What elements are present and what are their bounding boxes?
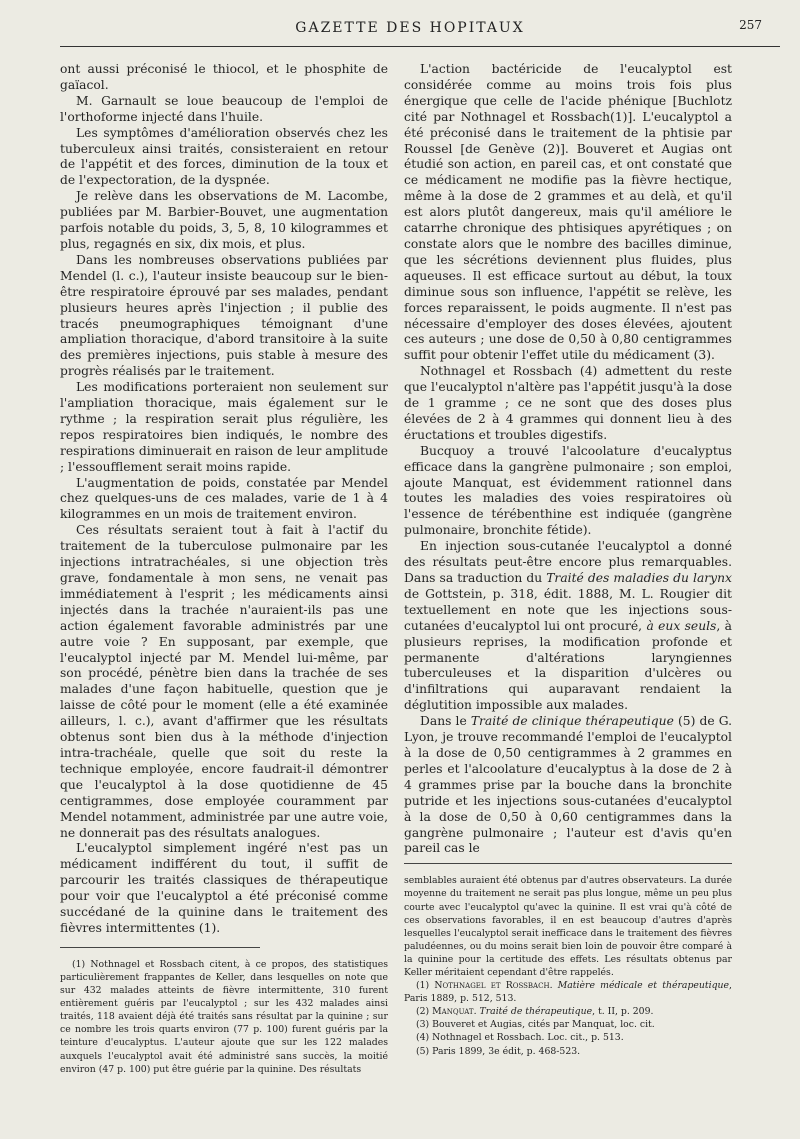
footnote-rule bbox=[404, 863, 732, 864]
footnotes bbox=[404, 874, 732, 1057]
paragraph: Nothnagel et Rossbach (4) admettent du reste que l'eucalyptol n'altère pas l'appétit jusqu'à la dose de 1 gramme ; ce ne sont que des doses plus élevées de 2 à 4 grammes qui donnent lieu à des éructations et troubles digestifs. bbox=[404, 364, 732, 442]
paragraph: Bucquoy a trouvé l'alcoolature d'eucalyptus efficace dans la gangrène pulmonaire ; son emploi, ajoute Manquat, est évidemment rationnel dans toutes les maladies des voies respiratoires où l'essence de térébenthine est indiquée (gangrène pulmonaire, bronchite fétide). bbox=[404, 443, 732, 538]
text-run: (5) de G. Lyon, je trouve recommandé l'emploi de l'eucalyptol à la dose de 0,50 centigrammes à 2 grammes en perles et l'alcoolature d'eucalyptus à la dose de 2 à 4 grammes prise par la bouche dans la bronchite putride et les injections sous-cutanées d'eucalyptol à la dose de 0,50 à 0,60 centigrammes dans la gangrène pulmonaire ; l'auteur est d'avis qu'en pareil cas le bbox=[404, 714, 732, 856]
paragraph: ont aussi préconisé le thiocol, et le phosphite de gaïacol. bbox=[60, 62, 388, 92]
paragraph: Les symptômes d'amélioration observés chez les tuberculeux ainsi traités, consisteraient en retour de l'appétit et des forces, diminution de la toux et de l'expectoration, de la dyspnée. bbox=[60, 125, 388, 188]
paragraph: L'eucalyptol simplement ingéré n'est pas un médicament indifférent du tout, il suffit de parcourir les traités classiques de thérapeutique pour voir que l'eucalyptol a été préconisé comme succédané de la quinine dans le traitement des fièvres intermittentes (1). bbox=[60, 841, 388, 935]
footnotes bbox=[60, 958, 388, 1076]
left-column bbox=[60, 62, 388, 1076]
right-column bbox=[404, 62, 732, 1058]
header-rule bbox=[60, 46, 780, 47]
paragraph: Je relève dans les observations de M. Lacombe, publiées par M. Barbier-Bouvet, une augmentation parfois notable du poids, 3, 5, 8, 10 kilogrammes et plus, regagnés en six, dix mois, et plus. bbox=[60, 189, 388, 251]
book-title: Traité de clinique thérapeutique bbox=[470, 714, 674, 729]
footnote-ref bbox=[404, 1005, 732, 1018]
footnote-ref: (5) Paris 1899, 3e édit, p. 468-523. bbox=[416, 1045, 581, 1057]
paragraph bbox=[404, 714, 732, 857]
ref-title: Matière médicale et thérapeutique bbox=[557, 980, 730, 992]
text-run: de Gottstein, p. 318, édit. 1888, M. L. Rougier dit textuellement en note que les injections sous-cutanées d'eucalyptol lui ont procuré, bbox=[404, 586, 732, 633]
footnote-ref: (3) Bouveret et Augias, cités par Manquat, loc. cit. bbox=[416, 1019, 655, 1031]
ref-detail: , t. II, p. 209. bbox=[592, 1006, 654, 1018]
paragraph: Ces résultats seraient tout à fait à l'actif du traitement de la tuberculose pulmonaire par les injections intratrachéales, si une objection très grave, fondamentale à mon sens, ne venait pas immédiatement à l'esprit ; les médicaments ainsi injectés dans la trachée n'auraient-ils pas une action également favorable administrés par une autre voie ? En supposant, par exemple, que l'eucalyptol injecté par M. Mendel lui-même, par son procédé, pénètre bien dans la trachée de ses malades d'une façon habituelle, question que je laisse de côté pour le moment (elle a été examinée ailleurs, l. c.), avant d'affirmer que les résultats obtenus sont bien dus à la méthode d'injection intra-trachéale, quelle que soit du reste la technique employée, encore faudrait-il démontrer que l'eucalyptol à la dose quotidienne de 45 centigrammes, dose employée couramment par Mendel notamment, administrée par une autre voie, ne donnerait pas des résultats analogues. bbox=[60, 523, 388, 840]
footnote-continuation: semblables auraient été obtenus par d'autres observateurs. La durée moyenne du traitement ne serait pas plus longue, même un peu plus courte avec l'eucalyptol qu'avec la quinine. Il est vrai qu'à côté de ces observations favorables, il en est beaucoup d'autres d'après lesquelles l'eucalyptol serait inefficace dans le traitement des fièvres paludéennes, ou du moins serait bien loin de pouvoir être comparé à la quinine pour la certitude des effets. Les résultats obtenus par Keller méritaient cependant d'être rappelés. bbox=[404, 875, 732, 978]
text-run: En injection sous-cutanée l'eucalyptol a donné des résultats peut-être encore plus remarquables. Dans sa traduction du bbox=[404, 539, 732, 585]
footnote: (1) Nothnagel et Rossbach citent, à ce propos, des statistiques particulièrement frappantes de Keller, dans lesquelles on note que sur 432 malades atteints de fièvre intermittente, 310 furent entièrement guéris par l'eucalyptol ; sur les 432 malades ainsi traités, 118 avaient déjà été traités sans résultat par la quinine ; sur ce nombre les trois quarts environ (77 p. 100) furent guéris par la teinture d'eucalyptus. L'auteur ajoute que sur les 122 malades auxquels l'eucalyptol avait été administré sans succès, la moitié environ (47 p. 100) put être guérie par la quinine. Des résultats bbox=[60, 958, 388, 1075]
paragraph: Les modifications porteraient non seulement sur l'ampliation thoracique, mais également sur le rythme ; la respiration serait plus régulière, les repos respiratoires bien indiqués, le nombre des respirations diminuerait en raison de leur amplitude ; l'essoufflement serait moins rapide. bbox=[60, 380, 388, 474]
ref-title: Traité de thérapeutique bbox=[479, 1006, 593, 1018]
text-run: , à plusieurs reprises, la modification profonde et permanente d'altérations laryngiennes tuberculeuses et la disparition d'ulcères ou d'infiltrations qui auparavant rendaient la déglutition impossible aux malades. bbox=[404, 618, 732, 713]
paragraph: M. Garnault se loue beaucoup de l'emploi de l'orthoforme injecté dans l'huile. bbox=[60, 93, 388, 124]
page-number: 257 bbox=[739, 18, 762, 32]
footnote-ref bbox=[404, 979, 732, 1005]
paragraph: L'action bactéricide de l'eucalyptol est considérée comme au moins trois fois plus énergique que celle de l'acide phénique [Buchlotz cité par Nothnagel et Rossbach(1)]. L'eucalyptol a été préconisé dans le traitement de la phtisie par Roussel [de Genève (2)]. Bouveret et Augias ont étudié son action, en pareil cas, et ont constaté que ce médicament ne modifie pas la fièvre hectique, même à la dose de 2 grammes et au delà, et qu'il est alors plutôt dangereux, mais qu'il améliore le catarrhe chronique des phtisiques apyrétiques ; on constate alors que le nombre des bacilles diminue, que les sécrétions deviennent plus fluides, plus aqueuses. Il est efficace surtout au début, la toux diminue sous son influence, l'appétit se relève, les forces reparaissent, le poids augmente. Il n'est pas nécessaire d'employer des doses élevées, ajoutent ces auteurs ; une dose de 0,50 à 0,80 centigrammes suffit pour obtenir l'effet utile du médicament (3). bbox=[404, 62, 732, 363]
footnote-rule bbox=[60, 947, 260, 948]
emphasis: à eux seuls bbox=[646, 618, 717, 633]
paragraph bbox=[404, 539, 732, 714]
book-title: Traité des maladies du larynx bbox=[546, 571, 732, 585]
paragraph: Dans les nombreuses observations publiées par Mendel (l. c.), l'auteur insiste beaucoup sur le bien-être respiratoire éprouvé par ses malades, pendant plusieurs heures après l'injection ; il publie des tracés pneumographiques témoignant d'une ampliation thoracique, d'abord transitoire à la suite des premières injections, puis stable à mesure des progrès réalisés par le traitement. bbox=[60, 252, 388, 379]
footnote-ref: (4) Nothnagel et Rossbach. Loc. cit., p. 513. bbox=[416, 1032, 624, 1044]
ref-author: (1) Nothnagel et Rossbach. bbox=[416, 980, 553, 992]
ref-detail: , Paris 1889, p. 512, 513. bbox=[404, 980, 733, 1005]
ref-author: (2) Manquat. bbox=[416, 1006, 477, 1018]
running-head: GAZETTE DES HOPITAUX bbox=[295, 20, 525, 36]
paragraph: L'augmentation de poids, constatée par Mendel chez quelques-uns de ces malades, varie de 1 à 4 kilogrammes en un mois de traitement environ. bbox=[60, 475, 388, 522]
text-run: Dans le bbox=[420, 714, 471, 729]
